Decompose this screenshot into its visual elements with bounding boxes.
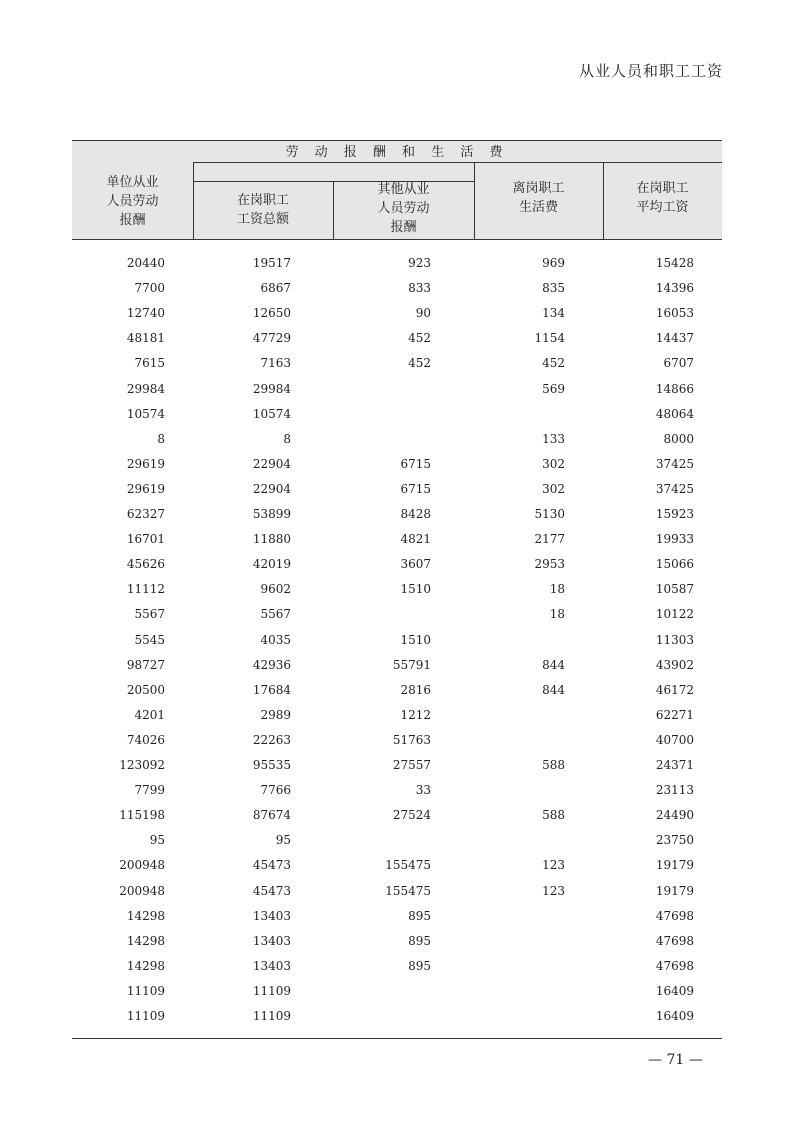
table-cell: 5567 [134,607,165,622]
table-cell: 15923 [655,507,694,521]
table-cell: 3607 [400,557,431,572]
table-cell: 87674 [252,808,291,823]
table-cell: 24371 [655,758,694,772]
table-cell: 11109 [252,983,291,998]
table-cell: 22263 [252,732,291,747]
table-cell: 9602 [260,582,291,597]
table-cell: 923 [408,256,431,270]
table-cell: 29619 [126,481,165,496]
table-cell: 17684 [252,682,291,697]
table-cell: 2816 [400,682,431,697]
table-cell: 13403 [252,958,291,973]
table-cell: 16701 [126,532,165,547]
table-cell: 4035 [260,632,291,647]
table-row [72,252,722,277]
table-row [72,503,722,528]
table-cell: 23750 [655,833,694,848]
table-cell: 13403 [252,908,291,923]
running-head: 从业人员和职工工资 [578,62,723,80]
table-row [72,754,722,779]
table-cell: 11109 [252,1009,291,1023]
header-onpost-avg: 在岗职工 平均工资 [636,181,689,215]
table-row [72,804,722,829]
table-cell: 6707 [663,356,694,371]
table-cell: 5567 [260,607,291,622]
table-cell: 14298 [126,958,165,973]
table-cell: 53899 [252,507,291,521]
table-cell: 45626 [126,557,165,572]
bottom-rule [72,1038,722,1039]
header-offpost-living: 离岗职工 生活费 [512,181,565,215]
page-number: — 71 — [648,1052,703,1068]
table-cell: 123 [542,858,565,873]
table-cell: 844 [542,657,565,672]
table-cell: 4821 [400,532,431,547]
table-row [72,679,722,704]
table-row [72,302,722,327]
table-cell: 19179 [655,883,694,898]
table-cell: 10574 [252,406,291,421]
table-cell: 1212 [400,707,431,722]
table-row [72,955,722,980]
table-row [72,453,722,478]
table-row [72,1005,722,1030]
table-cell: 7700 [134,281,165,296]
table-cell: 20440 [126,256,165,270]
table-row [72,880,722,905]
table-cell: 19933 [655,532,694,547]
table-cell: 15428 [655,256,694,270]
table-cell: 48181 [126,331,165,346]
table-cell: 11109 [126,983,165,998]
table-cell: 895 [408,958,431,973]
table-row [72,704,722,729]
table-cell: 588 [542,808,565,823]
table-cell: 11303 [655,632,694,647]
table-header [72,140,722,240]
table-cell: 37425 [655,456,694,471]
table-cell: 47729 [252,331,291,346]
table-cell: 33 [415,783,431,798]
table-cell: 8 [283,431,291,446]
table-cell: 18 [549,582,565,597]
table-cell: 123 [542,883,565,898]
table-cell: 2177 [534,532,565,547]
table-cell: 7799 [134,783,165,798]
table-cell: 123092 [119,758,165,772]
table-cell: 22904 [252,481,291,496]
table-cell: 43902 [655,657,694,672]
table-cell: 18 [549,607,565,622]
table-cell: 452 [408,356,431,371]
table-cell: 155475 [385,858,431,873]
table-cell: 11109 [126,1009,165,1023]
table-cell: 29619 [126,456,165,471]
table-cell: 1510 [400,632,431,647]
table-cell: 47698 [655,958,694,973]
table-cell: 7615 [134,356,165,371]
table-cell: 27557 [392,758,431,772]
table-cell: 302 [542,481,565,496]
table-cell: 134 [542,306,565,321]
table-row [72,629,722,654]
table-cell: 40700 [655,732,694,747]
header-onpost-total: 在岗职工 工资总额 [236,193,289,227]
table-cell: 844 [542,682,565,697]
table-row [72,428,722,453]
table-cell: 62327 [126,507,165,521]
table-cell: 90 [415,306,431,321]
table-cell: 20500 [126,682,165,697]
table-row [72,352,722,377]
table-row [72,478,722,503]
table-cell: 969 [542,256,565,270]
table-row [72,729,722,754]
table-cell: 4201 [134,707,165,722]
table-cell: 5545 [134,632,165,647]
table-cell: 302 [542,456,565,471]
table-cell: 2953 [534,557,565,572]
table-row [72,930,722,955]
table-cell: 133 [542,431,565,446]
table-cell: 15066 [655,557,694,572]
table-cell: 8428 [400,507,431,521]
table-cell: 569 [542,381,565,396]
table-cell: 2989 [260,707,291,722]
table-cell: 833 [408,281,431,296]
table-cell: 588 [542,758,565,772]
wage-table [72,140,722,1023]
group-title: 劳 动 报 酬 和 生 活 费 [285,145,509,160]
table-cell: 27524 [392,808,431,823]
table-cell: 5130 [534,507,565,521]
table-cell: 95 [275,833,291,848]
table-cell: 895 [408,908,431,923]
table-cell: 14298 [126,908,165,923]
table-row [72,829,722,854]
table-cell: 14396 [655,281,694,296]
table-cell: 452 [408,331,431,346]
table-cell: 10574 [126,406,165,421]
table-cell: 11880 [252,532,291,547]
table-row [72,403,722,428]
table-cell: 200948 [119,883,165,898]
table-row [72,553,722,578]
table-row [72,905,722,930]
table-cell: 6715 [400,456,431,471]
table-cell: 46172 [655,682,694,697]
table-cell: 115198 [119,808,165,823]
table-cell: 13403 [252,933,291,948]
table-cell: 14866 [655,381,694,396]
table-cell: 11112 [126,582,165,597]
header-other-labor: 其他从业 人员劳动 报酬 [377,182,430,235]
table-cell: 895 [408,933,431,948]
table-cell: 19517 [252,256,291,270]
table-cell: 48064 [655,406,694,421]
table-cell: 51763 [392,732,431,747]
table-cell: 835 [542,281,565,296]
table-cell: 7163 [260,356,291,371]
table-cell: 16053 [655,306,694,321]
table-cell: 452 [542,356,565,371]
group-title-rule [193,162,722,163]
table-cell: 16409 [655,983,694,998]
table-cell: 10587 [655,582,694,597]
table-cell: 55791 [392,657,431,672]
table-cell: 29984 [252,381,291,396]
table-cell: 22904 [252,456,291,471]
table-cell: 8000 [663,431,694,446]
table-row [72,327,722,352]
table-cell: 62271 [655,707,694,722]
table-cell: 155475 [385,883,431,898]
table-cell: 8 [157,431,165,446]
table-cell: 37425 [655,481,694,496]
table-cell: 95535 [252,758,291,772]
table-cell: 6867 [260,281,291,296]
table-cell: 7766 [260,783,291,798]
table-row [72,779,722,804]
table-cell: 47698 [655,908,694,923]
table-cell: 6715 [400,481,431,496]
table-cell: 200948 [119,858,165,873]
table-cell: 42936 [252,657,291,672]
table-cell: 1510 [400,582,431,597]
table-cell: 45473 [252,858,291,873]
table-cell: 19179 [655,858,694,873]
table-cell: 14298 [126,933,165,948]
table-cell: 16409 [655,1009,694,1023]
header-unit-total: 单位从业 人员劳动 报酬 [106,175,159,228]
table-cell: 45473 [252,883,291,898]
table-row [72,378,722,403]
table-cell: 12740 [126,306,165,321]
table-cell: 10122 [655,607,694,622]
table-cell: 42019 [252,557,291,572]
table-cell: 47698 [655,933,694,948]
table-cell: 23113 [655,783,694,798]
table-row [72,980,722,1005]
table-cell: 29984 [126,381,165,396]
table-row [72,603,722,628]
table-cell: 1154 [534,331,565,346]
table-cell: 98727 [126,657,165,672]
table-cell: 12650 [252,306,291,321]
table-row [72,654,722,679]
table-cell: 24490 [655,808,694,823]
table-cell: 14437 [655,331,694,346]
table-cell: 74026 [126,732,165,747]
table-cell: 95 [149,833,165,848]
table-row [72,277,722,302]
table-row [72,854,722,879]
table-row [72,528,722,553]
table-row [72,578,722,603]
